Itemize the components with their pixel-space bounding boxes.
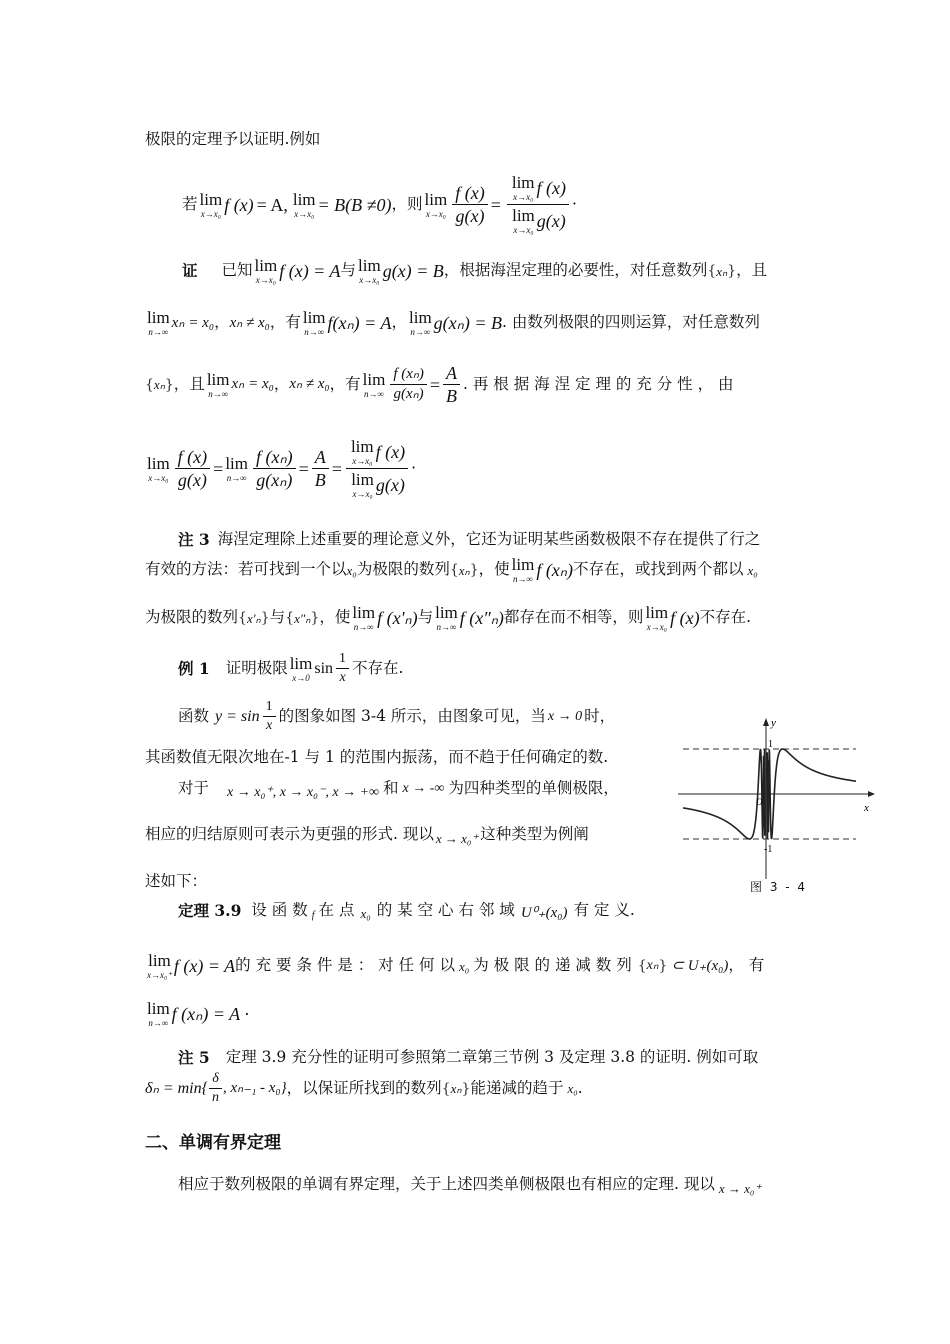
text: 对于 bbox=[178, 779, 210, 798]
lim-symbol: lim n→∞ bbox=[511, 555, 535, 584]
math: f (x) = A bbox=[279, 261, 341, 281]
math: = x₀ bbox=[188, 314, 215, 331]
lim-symbol: lim x→x₀ bbox=[424, 189, 448, 219]
paragraph-line: 有效的方法：若可找到一个以 x₀ 为极限的数列 { xₙ } ，使 lim n→∞ f (xₙ) 不存在，或找到两个都以 x₀ bbox=[145, 555, 758, 584]
math: ⊂ U₊(x₀) bbox=[671, 957, 729, 974]
math: x₀ bbox=[360, 906, 371, 921]
math: f bbox=[311, 909, 315, 921]
math: xₙ ≠ x₀ bbox=[289, 376, 330, 392]
text: 与 bbox=[269, 608, 286, 627]
math: U⁰₊(x₀) bbox=[520, 905, 568, 921]
paragraph-line bbox=[0, 894, 950, 942]
text: 相应于数列极限的单调有界定理，关于上述四类单侧极限也有相应的定理. 现以 bbox=[178, 1174, 715, 1193]
paragraph-line bbox=[0, 650, 950, 700]
lim-symbol: lim x→x₀ bbox=[147, 453, 170, 483]
text: ，使 bbox=[478, 560, 510, 579]
minus-one-label: -1 bbox=[764, 844, 773, 855]
math: x′ₙ bbox=[246, 610, 261, 626]
y-axis-label: y bbox=[771, 717, 776, 729]
graph bbox=[678, 714, 878, 884]
math: xₙ bbox=[171, 314, 185, 331]
text: 与 bbox=[417, 608, 434, 627]
text: 为极限的数列 bbox=[356, 560, 450, 579]
text: . 由数列极限的四则运算，对任意数列 bbox=[501, 313, 760, 332]
text: · bbox=[572, 194, 577, 213]
paragraph-line bbox=[0, 1168, 950, 1216]
lim-symbol: lim n→∞ bbox=[302, 308, 326, 337]
formula-line bbox=[0, 168, 950, 235]
lim-symbol: lim x→x₀ bbox=[292, 189, 316, 219]
math: x → x₀⁺ bbox=[718, 1181, 762, 1196]
text: 已知 bbox=[221, 261, 253, 280]
math: xₙ bbox=[458, 562, 470, 578]
math: f (x'ₙ) bbox=[377, 608, 418, 628]
note-label: 注 3 bbox=[178, 530, 210, 549]
fraction: lim x→x₀ f (x) lim x→x₀ g(x) bbox=[346, 438, 408, 499]
text: ， 有 bbox=[728, 956, 765, 975]
text: ，有 bbox=[269, 313, 301, 332]
text: 为 极 限 的 递 减 数 列 bbox=[473, 956, 632, 975]
section-heading: 二、单调有界定理 bbox=[145, 1133, 281, 1153]
math: x → x₀⁺ bbox=[435, 831, 479, 846]
x-axis-arrow bbox=[868, 791, 875, 797]
fraction: $\frac{\text{f (xₙ)}}{\text{g(xₙ)}}$ bbox=[390, 367, 427, 402]
text: 不存在. bbox=[352, 658, 404, 677]
origin-label: O bbox=[756, 797, 763, 807]
text: 有效的方法：若可找到一个以 bbox=[145, 560, 347, 579]
math: x → 0 bbox=[547, 708, 583, 724]
text: 为极限的数列 bbox=[145, 608, 239, 627]
fraction: $\frac{A}{B}$ bbox=[443, 364, 460, 405]
text: 相应的归结原则可表示为更强的形式. 现以 bbox=[145, 824, 434, 843]
math: xₙ ≠ x₀ bbox=[229, 314, 270, 331]
math: g(x) = B bbox=[382, 261, 444, 281]
text: . 再 根 据 海 涅 定 理 的 充 分 性 ， 由 bbox=[463, 374, 734, 393]
formula-line bbox=[0, 432, 950, 512]
text: 其函数值无限次地在-1 与 1 的范围内振荡，而不趋于任何确定的数. bbox=[145, 748, 609, 766]
math: f (x) bbox=[670, 608, 700, 628]
paragraph-line: 证 已知 lim x→x₀ f (x) = A 与 lim x→x₀ g(x) = B ，根据海涅定理的必要性，对任意数列 { xₙ } ，且 bbox=[182, 256, 768, 285]
math: sin bbox=[314, 659, 334, 677]
text: 时， bbox=[584, 706, 616, 725]
math: f (x″ₙ) bbox=[459, 608, 504, 628]
x-axis-label: x bbox=[864, 802, 869, 814]
theorem-label: 定理 3.9 bbox=[178, 900, 242, 920]
lim-symbol: lim n→∞ bbox=[147, 999, 170, 1028]
paragraph-line: lim n→∞ xₙ = x₀ ， xₙ ≠ x₀ ，有 lim n→∞ f(xₙ) = A ， lim n→∞ g(xₙ) = B . 由数列极限的四则运算，对任意数列 bbox=[147, 308, 760, 337]
text: ，以保证所找到的数列 bbox=[286, 1078, 442, 1097]
text: 定理 3.9 充分性的证明可参照第二章第三节例 3 及定理 3.8 的证明. 例如可取 bbox=[225, 1048, 759, 1066]
figure-caption: 图 3 - 4 bbox=[750, 880, 808, 894]
fraction: $\frac{\delta}{n}$ bbox=[209, 1072, 222, 1105]
math: = bbox=[490, 194, 501, 215]
text: 这种类型为例阐 bbox=[480, 824, 589, 843]
lim-symbol: lim n→∞ bbox=[362, 369, 386, 399]
proof-label: 证 bbox=[182, 261, 198, 281]
math: = bbox=[429, 374, 441, 395]
text: ，根据海涅定理的必要性，对任意数列 bbox=[443, 261, 708, 280]
text: 的 充 要 条 件 是 ： 对 任 何 以 bbox=[235, 956, 455, 975]
text: 述如下： bbox=[145, 872, 208, 890]
fraction: $\frac{A}{B}$ bbox=[312, 448, 329, 489]
fraction: $\frac{f (x)}{g(x)}$ bbox=[175, 448, 210, 489]
sin-1-over-x-figure bbox=[678, 714, 878, 894]
fraction: $\frac{\text{f (xₙ)}}{\text{g(xₙ)}}$ bbox=[253, 448, 296, 489]
math: g(xₙ) = B bbox=[433, 313, 502, 333]
math: f (xₙ) = A · bbox=[171, 1004, 249, 1024]
math: f(xₙ) = A bbox=[327, 313, 392, 333]
lim-symbol: lim x→x₀ bbox=[199, 189, 223, 219]
y-axis-arrow bbox=[763, 718, 769, 726]
math: f (xₙ) bbox=[536, 560, 573, 580]
text: 不存在，或找到两个都以 bbox=[572, 560, 744, 579]
math: = bbox=[213, 458, 224, 479]
text: 极限的定理予以证明.例如 bbox=[145, 130, 321, 148]
math: f (x) bbox=[224, 194, 254, 215]
math: x₀ bbox=[747, 562, 758, 578]
math: = bbox=[298, 458, 309, 479]
text: 与 bbox=[340, 261, 357, 280]
text: ，使 bbox=[319, 608, 351, 627]
text: ，则 bbox=[391, 194, 423, 213]
math: x₀ bbox=[346, 562, 357, 578]
text: 为四种类型的单侧极限， bbox=[448, 779, 619, 798]
lim-symbol: lim n→∞ bbox=[206, 369, 230, 399]
math: x₀ bbox=[458, 958, 470, 974]
example-label: 例 1 bbox=[178, 658, 210, 678]
text: 在 点 bbox=[318, 900, 355, 919]
text: 的图象如图 3-4 所示，由图象可见，当 bbox=[278, 706, 546, 725]
math: = B(B ≠0) bbox=[317, 194, 392, 215]
math: y = sin bbox=[215, 707, 260, 725]
math: xₙ bbox=[231, 376, 245, 392]
paragraph-line: lim x→x₀⁺ f (x) = A 的 充 要 条 件 是 ： 对 任 何 以 x₀ 为 极 限 的 递 减 数 列 { xₙ } ⊂ U₊(x₀) ， 有 bbox=[147, 951, 765, 980]
paragraph-line: 为极限的数列 { x′ₙ } 与 { x″ₙ } ，使 lim n→∞ f (x'ₙ) 与 lim n→∞ f (x″ₙ) 都存在而不相等，则 lim x→x₀ f (x) 不存在. bbox=[145, 603, 752, 632]
math: δₙ = min{ bbox=[145, 1079, 209, 1097]
math: x″ₙ bbox=[294, 610, 311, 626]
text: 若 bbox=[182, 194, 198, 213]
math: = x₀ bbox=[248, 376, 274, 392]
math: x → x₀⁺, x → x₀⁻, x → +∞ bbox=[227, 785, 380, 800]
fraction: lim x→x₀ f (x) lim x→x₀ g(x) bbox=[507, 174, 569, 235]
math: = bbox=[331, 458, 342, 479]
text: 有 定 义. bbox=[573, 900, 635, 919]
lim-symbol: lim n→∞ bbox=[147, 308, 170, 337]
math: xₙ bbox=[153, 377, 165, 392]
math: = A, bbox=[256, 194, 288, 215]
text: 证明极限 bbox=[225, 658, 288, 677]
fraction: $\frac{1}{x}$ bbox=[263, 700, 276, 733]
lim-symbol: lim n→∞ bbox=[352, 603, 376, 632]
math: xₙ bbox=[716, 263, 728, 279]
text: 和 bbox=[383, 779, 399, 798]
paragraph-line: δₙ = min{ $\frac{\delta}{n}$ , xₙ₋₁ - x₀} ，以保证所找到的数列 { xₙ } 能递减的趋于 x₀ . bbox=[145, 1071, 583, 1105]
text: ， bbox=[391, 313, 407, 332]
text: 不存在. bbox=[699, 608, 752, 627]
math: xₙ bbox=[646, 958, 659, 973]
text: 能递减的趋于 bbox=[470, 1078, 564, 1097]
lim-symbol: lim n→∞ bbox=[435, 603, 458, 632]
text: 都存在而不相等，则 bbox=[503, 608, 644, 627]
math: x₀ bbox=[567, 1081, 578, 1096]
math: , xₙ₋₁ - x₀} bbox=[223, 1080, 287, 1096]
note-label: 注 5 bbox=[178, 1048, 210, 1067]
math: x → -∞ bbox=[402, 781, 445, 796]
paragraph-line bbox=[0, 998, 950, 1046]
text: 设 函 数 bbox=[251, 900, 308, 919]
math: xₙ bbox=[450, 1081, 462, 1096]
text: ，且 bbox=[173, 374, 205, 393]
lim-symbol: lim n→∞ bbox=[409, 308, 432, 337]
text: 函数 bbox=[178, 706, 210, 725]
lim-symbol: lim x→x₀ bbox=[645, 603, 669, 632]
paragraph-line: { xₙ } ，且 lim n→∞ xₙ = x₀ ， xₙ ≠ x₀ ，有 lim n→∞ $\frac{\text{f (xₙ)}}{\text{g(xₙ)}}$ = $\frac{A}{B}$ . 再 根 据 海 涅 定 理 的 充 分 性 ， 由 bbox=[145, 363, 734, 406]
paragraph-line bbox=[0, 118, 950, 166]
fraction: $\frac{1}{x}$ bbox=[336, 652, 349, 685]
text: ，有 bbox=[329, 374, 361, 393]
text: · bbox=[411, 458, 417, 477]
text: 的 某 空 心 右 邻 域 bbox=[376, 900, 515, 919]
lim-symbol: lim x→0 bbox=[289, 653, 313, 683]
lim-symbol: lim n→∞ bbox=[225, 453, 248, 483]
lim-symbol: lim x→x₀ bbox=[254, 256, 278, 285]
lim-symbol: lim x→x₀ bbox=[358, 256, 381, 285]
text: 海涅定理除上述重要的理论意义外，它还为证明某些函数极限不存在提供了行之 bbox=[217, 530, 761, 548]
math: f (x) = A bbox=[173, 956, 236, 976]
lim-symbol: lim x→x₀⁺ bbox=[147, 951, 172, 980]
text: ，且 bbox=[736, 261, 768, 280]
one-label: 1 bbox=[768, 739, 773, 750]
fraction: $\frac{f (x)}{g(x)}$ bbox=[452, 184, 487, 225]
